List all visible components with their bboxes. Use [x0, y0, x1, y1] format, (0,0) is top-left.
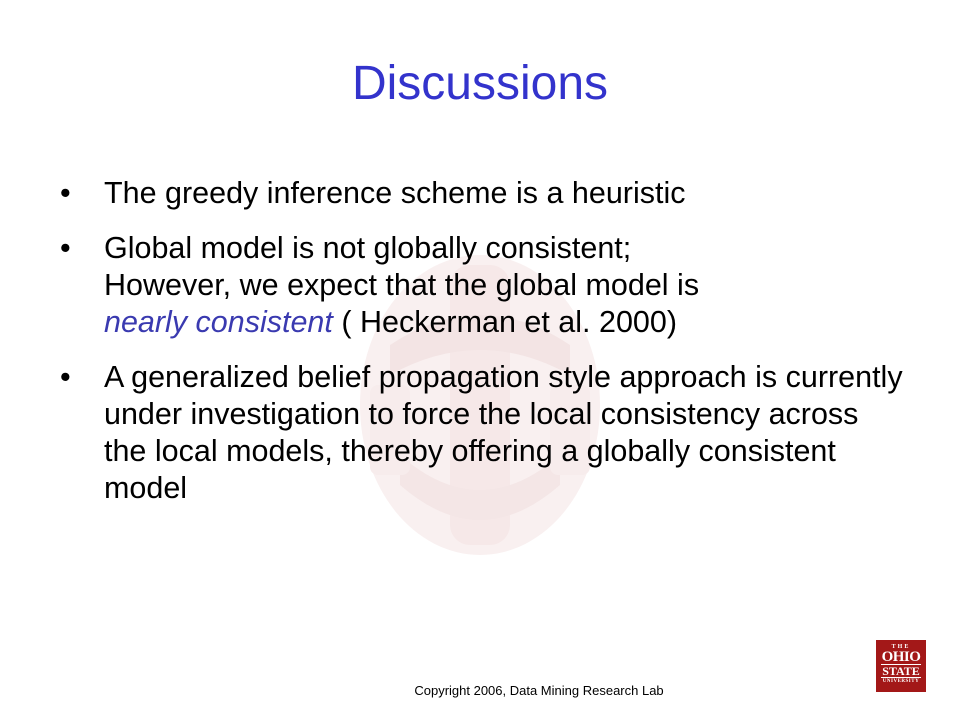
bullet-text-line: However, we expect that the global model is: [104, 268, 700, 302]
bullet-text-line: Global model is not globally consistent;: [104, 231, 632, 265]
bullet-item: [58, 359, 908, 507]
logo-text-ohio: OHIO: [881, 649, 921, 665]
bullet-marker: •: [60, 176, 71, 210]
footer-copyright: Copyright 2006, Data Mining Research Lab: [414, 683, 664, 698]
logo-text-state: STATE: [882, 664, 920, 678]
bullet-marker: •: [60, 231, 71, 265]
citation-text: ( Heckerman et al. 2000): [332, 305, 677, 339]
ohio-state-logo: [876, 640, 926, 692]
bullet-item: [58, 230, 908, 341]
bullet-marker: •: [60, 360, 71, 394]
slide-title: Discussions: [351, 57, 609, 110]
emphasized-phrase: nearly consistent: [104, 305, 333, 339]
bullet-text: The greedy inference scheme is a heuristic: [104, 176, 686, 210]
logo-text-university: UNIVERSITY: [882, 679, 920, 684]
bullet-text: A generalized belief propagation style approach is currently under investigation to force the local consistency across the local models, thereby offering a globally consistent model: [104, 360, 903, 505]
bullet-list: [58, 175, 908, 525]
bullet-item: [58, 175, 908, 212]
logo-text-the: THE: [891, 644, 911, 650]
